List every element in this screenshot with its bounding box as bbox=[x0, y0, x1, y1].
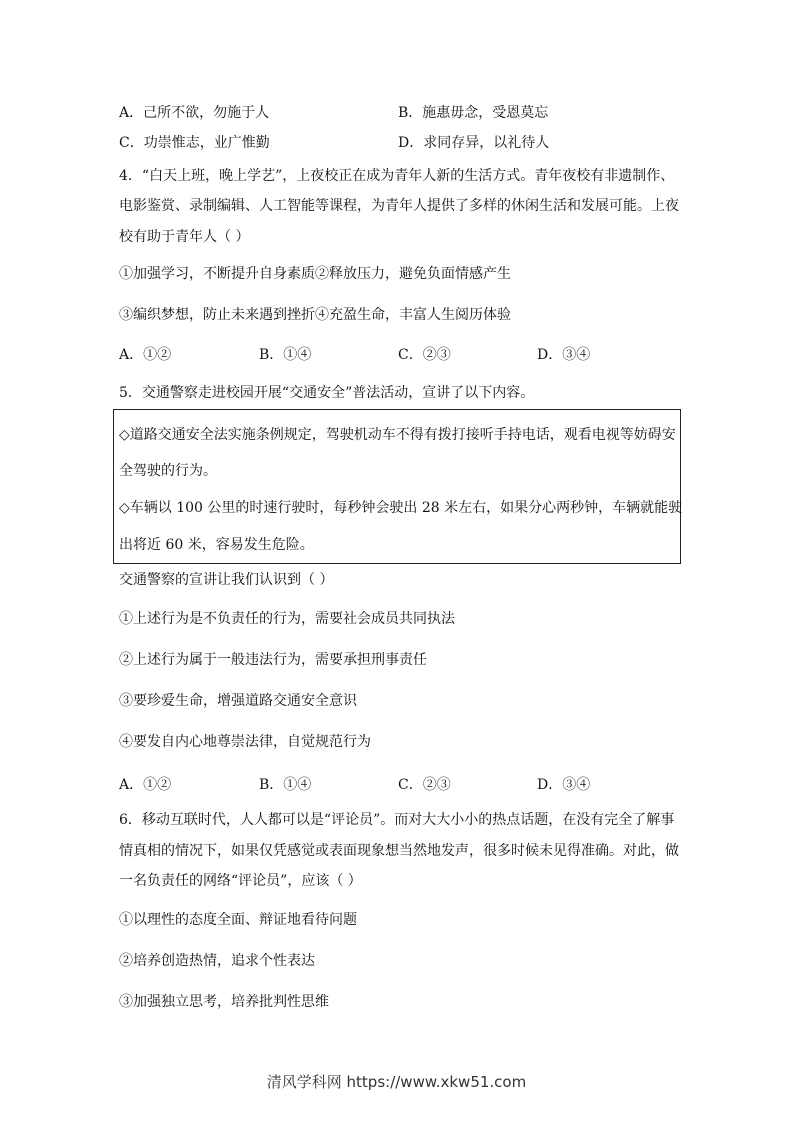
q3-option-c: C．功崇惟志，业广惟勤 bbox=[119, 135, 270, 151]
q4-option-d: D．③④ bbox=[537, 347, 591, 363]
q5-statement-1: ①上述行为是不负责任的行为，需要社会成员共同执法 bbox=[119, 611, 455, 627]
q4-statement-1: ①加强学习，不断提升自身素质②释放压力，避免负面情感产生 bbox=[119, 266, 511, 282]
q3-option-a: A．己所不欲，勿施于人 bbox=[119, 105, 270, 121]
q5-option-d: D．③④ bbox=[537, 777, 591, 793]
q5-box-line-2: 全驾驶的行为。 bbox=[119, 463, 217, 479]
q5-box-line-4: 出将近 60 米，容易发生危险。 bbox=[119, 537, 314, 553]
q4-statement-2: ③编织梦想，防止未来遇到挫折④充盈生命，丰富人生阅历体验 bbox=[119, 307, 511, 323]
q5-statement-3: ③要珍爱生命，增强道路交通安全意识 bbox=[119, 693, 357, 709]
footer-site-link[interactable]: 清风学科网 https://www.xkw51.com bbox=[266, 1073, 527, 1091]
q6-statement-2: ②培养创造热情，追求个性表达 bbox=[119, 953, 315, 969]
q6-statement-1: ①以理性的态度全面、辩证地看待问题 bbox=[119, 912, 357, 928]
q4-option-b: B．①④ bbox=[259, 347, 312, 363]
q6-stem-line-1: 6．移动互联时代，人人都可以是“评论员”。而对大大小小的热点话题，在没有完全了解事 bbox=[119, 812, 675, 828]
q5-stem: 5．交通警察走进校园开展“交通安全”普法活动，宣讲了以下内容。 bbox=[119, 385, 535, 401]
q5-box-line-3: ◇车辆以 100 公里的时速行驶时，每秒钟会驶出 28 米左右，如果分心两秒钟，车辆就能驶 bbox=[119, 500, 683, 516]
q5-box-line-1: ◇道路交通安全法实施条例规定，驾驶机动车不得有拨打接听手持电话，观看电视等妨碍安 bbox=[119, 427, 676, 443]
q5-option-c: C．②③ bbox=[398, 777, 451, 793]
q3-option-d: D．求同存异，以礼待人 bbox=[398, 135, 550, 151]
q4-stem-line-2: 电影鉴赏、录制编辑、人工智能等课程，为青年人提供了多样的休闲生活和发展可能。上夜 bbox=[119, 198, 679, 214]
q5-statement-2: ②上述行为属于一般违法行为，需要承担刑事责任 bbox=[119, 652, 427, 668]
q5-option-b: B．①④ bbox=[259, 777, 312, 793]
q5-option-a: A．①② bbox=[119, 777, 172, 793]
q6-stem-line-3: 一名负责任的网络“评论员”，应该（ ） bbox=[119, 873, 362, 889]
q6-statement-3: ③加强独立思考，培养批判性思维 bbox=[119, 994, 329, 1010]
q4-option-a: A．①② bbox=[119, 347, 172, 363]
q4-stem-line-1: 4．“白天上班，晚上学艺”，上夜校正在成为青年人新的生活方式。青年夜校有非遗制作、 bbox=[119, 168, 675, 184]
q3-option-b: B．施惠毋念，受恩莫忘 bbox=[398, 105, 549, 121]
q5-statement-4: ④要发自内心地尊崇法律，自觉规范行为 bbox=[119, 734, 371, 750]
q5-question: 交通警察的宣讲让我们认识到（ ） bbox=[119, 572, 334, 588]
q4-stem-line-3: 校有助于青年人（ ） bbox=[119, 229, 250, 245]
q6-stem-line-2: 情真相的情况下，如果仅凭感觉或表面现象想当然地发声，很多时候未见得准确。对此，做 bbox=[119, 843, 679, 859]
q4-option-c: C．②③ bbox=[398, 347, 451, 363]
